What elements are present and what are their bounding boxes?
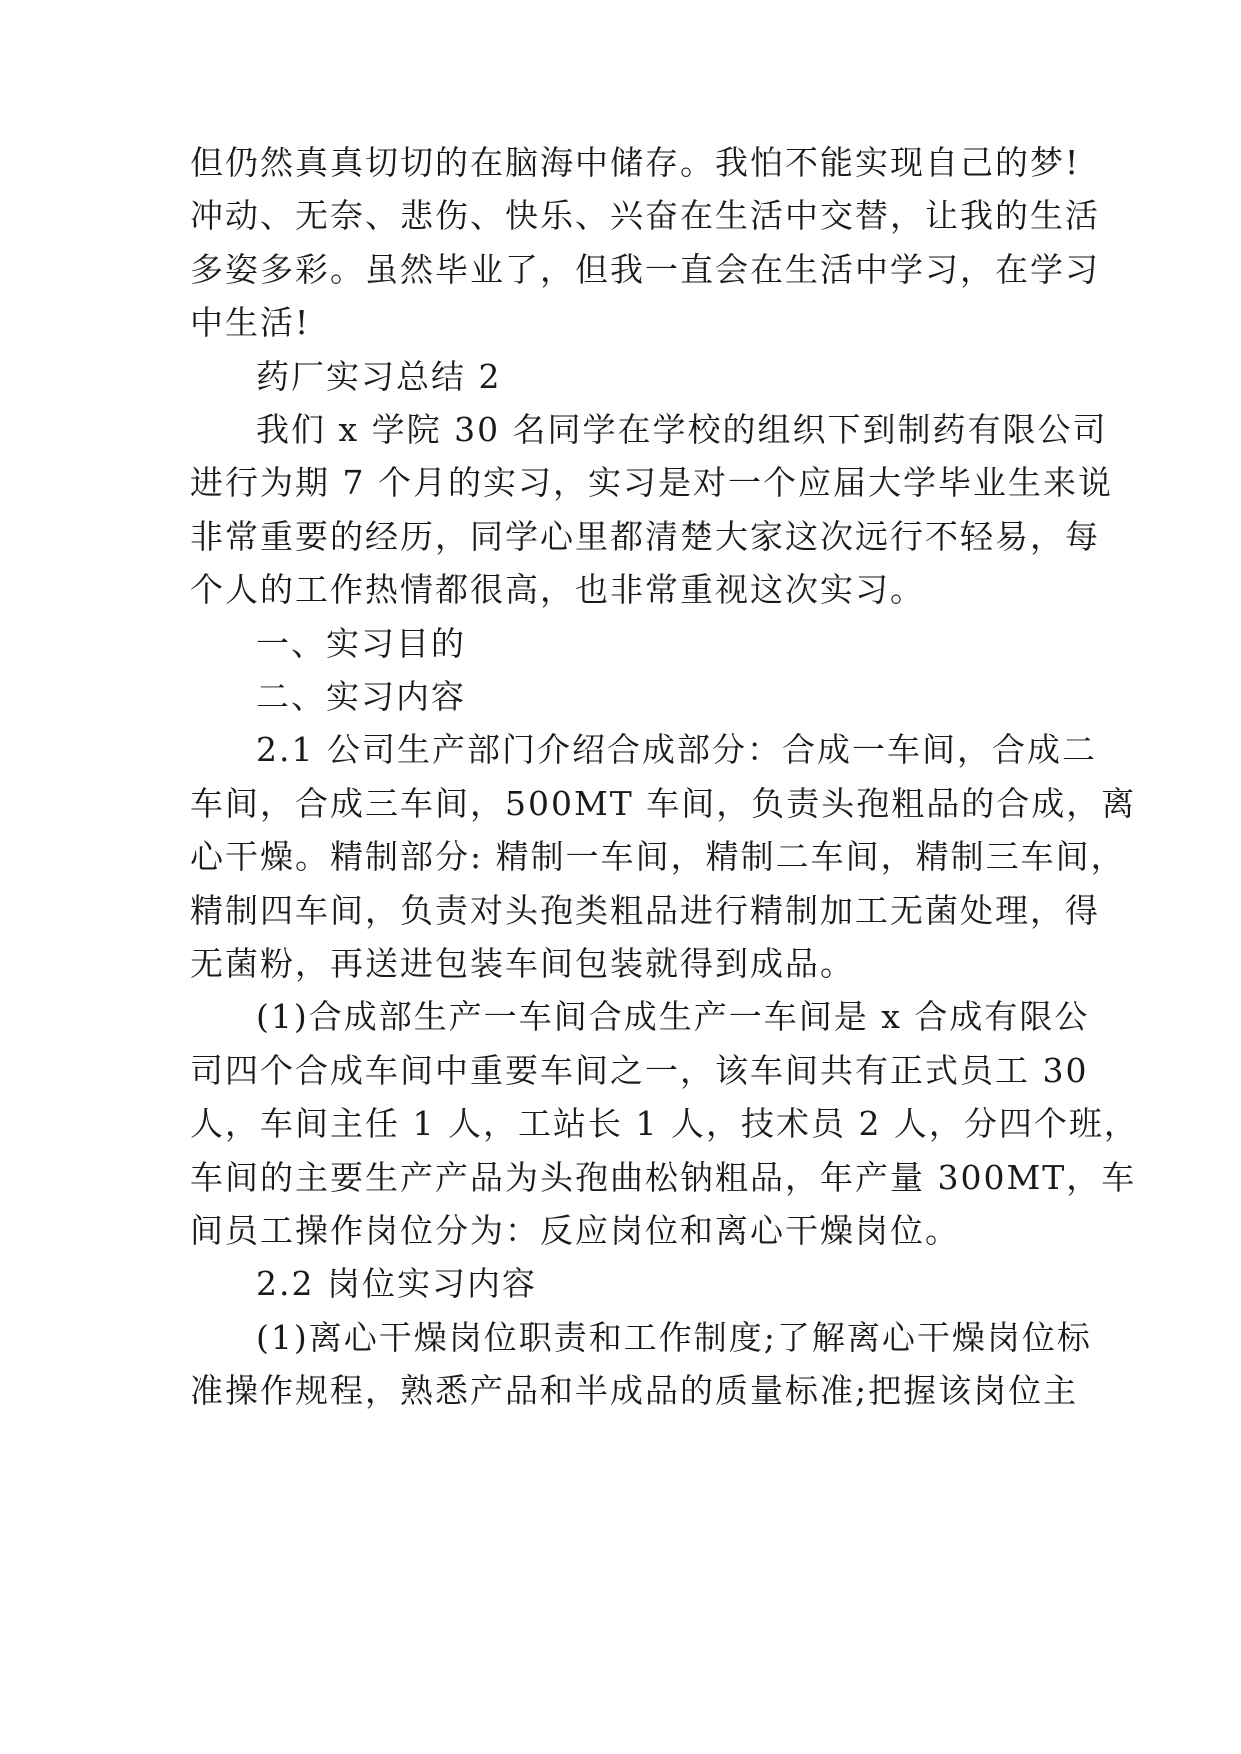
paragraph-line: 车间，合成三车间，500MT 车间，负责头孢粗品的合成，离: [190, 784, 1137, 823]
paragraph-line: 冲动、无奈、悲伤、快乐、兴奋在生活中交替，让我的生活: [190, 196, 1100, 235]
paragraph-line: 中生活!: [190, 303, 311, 342]
paragraph-line: 精制四车间，负责对头孢类粗品进行精制加工无菌处理，得: [190, 891, 1100, 930]
paragraph-line: 非常重要的经历，同学心里都清楚大家这次远行不轻易，每: [190, 517, 1100, 556]
paragraph-line: 准操作规程，熟悉产品和半成品的质量标准;把握该岗位主: [190, 1371, 1079, 1410]
paragraph-line: 司四个合成车间中重要车间之一，该车间共有正式员工 30: [190, 1051, 1089, 1090]
paragraph-line: 但仍然真真切切的在脑海中储存。我怕不能实现自己的梦!: [190, 143, 1081, 182]
section-title: 药厂实习总结 2: [256, 357, 502, 396]
paragraph-line: 心干燥。精制部分: 精制一车间，精制二车间，精制三车间，: [190, 837, 1126, 876]
paragraph-line: 2.1 公司生产部门介绍合成部分：合成一车间，合成二: [256, 730, 1097, 769]
paragraph-line: 个人的工作热情都很高，也非常重视这次实习。: [190, 570, 925, 609]
paragraph-line: 进行为期 7 个月的实习，实习是对一个应届大学毕业生来说: [190, 463, 1113, 502]
section-heading: 一、实习目的: [256, 624, 466, 663]
paragraph-line: 车间的主要生产产品为头孢曲松钠粗品，年产量 300MT，车: [190, 1158, 1137, 1197]
paragraph-line: 无菌粉，再送进包装车间包装就得到成品。: [190, 944, 855, 983]
paragraph-line: 人，车间主任 1 人，工站长 1 人，技术员 2 人，分四个班，: [190, 1104, 1139, 1143]
paragraph-line: (1)合成部生产一车间合成生产一车间是 x 合成有限公: [256, 997, 1090, 1036]
section-heading: 2.2 岗位实习内容: [256, 1264, 537, 1303]
paragraph-line: 我们 x 学院 30 名同学在学校的组织下到制药有限公司: [256, 410, 1108, 449]
paragraph-line: (1)离心干燥岗位职责和工作制度;了解离心干燥岗位标: [256, 1318, 1092, 1357]
paragraph-line: 多姿多彩。虽然毕业了，但我一直会在生活中学习，在学习: [190, 250, 1100, 289]
paragraph-line: 间员工操作岗位分为：反应岗位和离心干燥岗位。: [190, 1211, 960, 1250]
section-heading: 二、实习内容: [256, 677, 466, 716]
